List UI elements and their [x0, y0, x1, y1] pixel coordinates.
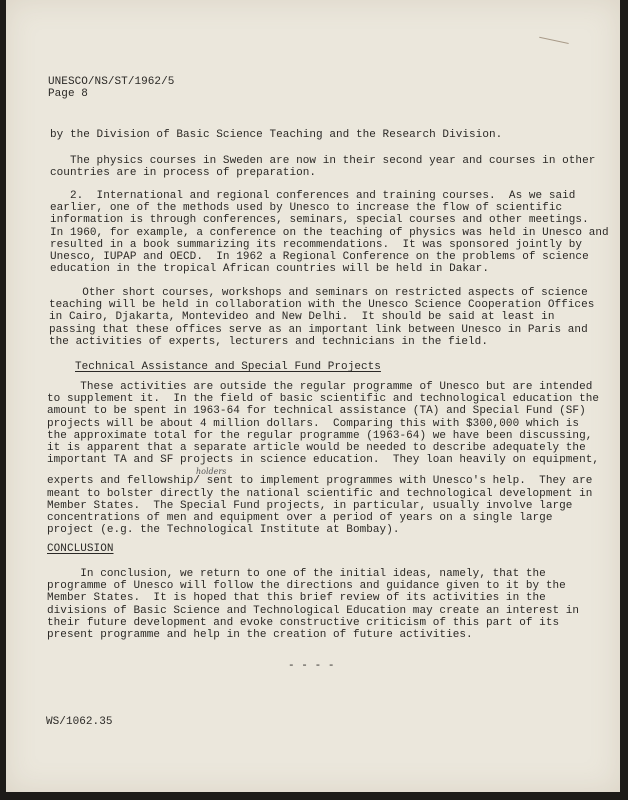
text-line: 2. International and regional conferences and training courses. As we said — [50, 190, 576, 202]
text-line: the approximate total for the regular programme (1963-64) we have been discussing, — [47, 429, 593, 442]
text-line: The physics courses in Sweden are now in their second year and courses in other — [50, 155, 596, 167]
text-line: meant to bolster directly the national scientific and technological development in — [47, 487, 593, 500]
paragraph — [50, 155, 595, 179]
text-line: earlier, one of the methods used by Unesco to increase the flow of scientific — [50, 202, 563, 215]
text-line: passing that these offices serve as an important link between Unesco in Paris and — [49, 323, 588, 336]
page-number: Page 8 — [48, 88, 88, 101]
end-mark: - - - - — [288, 660, 335, 672]
document-header — [48, 76, 174, 100]
text-line: information is through conferences, seminars, special courses and other meetings. — [50, 214, 589, 227]
section-heading: CONCLUSION — [47, 543, 114, 555]
text-line: their future development and evoke constructive criticism of this part of its — [47, 616, 560, 629]
text-line: resulted in a book summarizing its recommendations. It was sponsored jointly by — [50, 238, 583, 251]
text-line: In conclusion, we return to one of the initial ideas, namely, that the — [47, 568, 546, 580]
text-line: Member States. It is hoped that this brief review of its activities in the — [47, 592, 546, 605]
text-line: countries are in process of preparation. — [50, 167, 317, 180]
text-line: present programme and help in the creation of future activities. — [47, 629, 473, 642]
text-line: project (e.g. the Technological Institute at Bombay). — [47, 524, 400, 537]
text-line: it is apparent that a separate article would be needed to describe adequately the — [47, 442, 586, 455]
text-line: teaching will be held in collaboration with the Unesco Science Cooperation Offices — [49, 299, 595, 312]
text-line: in Cairo, Djakarta, Montevideo and New Delhi. It should be said at least in — [49, 311, 555, 324]
section-heading: Technical Assistance and Special Fund Projects — [75, 361, 381, 373]
text-line: to supplement it. In the field of basic scientific and technological education the — [47, 393, 600, 406]
text-line: projects will be about 4 million dollars. Comparing this with $300,000 which is — [47, 417, 580, 430]
doc-ref: UNESCO/NS/ST/1962/5 — [48, 76, 175, 88]
paragraph — [47, 381, 599, 536]
text-line: the activities of experts, lecturers and technicians in the field. — [49, 335, 488, 348]
paragraph — [50, 129, 502, 141]
text-line: divisions of Basic Science and Technological Education may create an interest in — [47, 604, 580, 617]
text-line: experts and fellowship/ sent to implement programmes with Unesco's help. They are — [47, 475, 593, 488]
paragraph — [50, 190, 609, 275]
text-line: education in the tropical African countries will be held in Dakar. — [50, 263, 489, 276]
text-line: Other short courses, workshops and seminars on restricted aspects of science — [49, 287, 588, 299]
text-line: concentrations of men and equipment over a period of years on a single large — [47, 512, 553, 525]
text-line: Member States. The Special Fund projects, in particular, usually involve large — [47, 499, 573, 512]
paragraph — [47, 568, 579, 641]
text-line: by the Division of Basic Science Teaching and the Research Division. — [50, 129, 503, 141]
text-line: In 1960, for example, a conference on the teaching of physics was held in Unesco and — [50, 226, 609, 239]
footer-ref: WS/1062.35 — [46, 716, 113, 728]
handwritten-insert: holders — [196, 466, 227, 476]
text-line: programme of Unesco will follow the directions and guidance given to it by the — [47, 580, 566, 593]
text-line: These activities are outside the regular programme of Unesco but are intended — [47, 381, 593, 393]
text-line: amount to be spent in 1963-64 for technical assistance (TA) and Special Fund (SF) — [47, 405, 586, 418]
text-line: Unesco, IUPAP and OECD. In 1962 a Regional Conference on the problems of science — [50, 251, 589, 264]
text-line: important TA and SF projects in science education. They loan heavily on equipment, — [47, 454, 600, 467]
paragraph — [49, 287, 594, 348]
